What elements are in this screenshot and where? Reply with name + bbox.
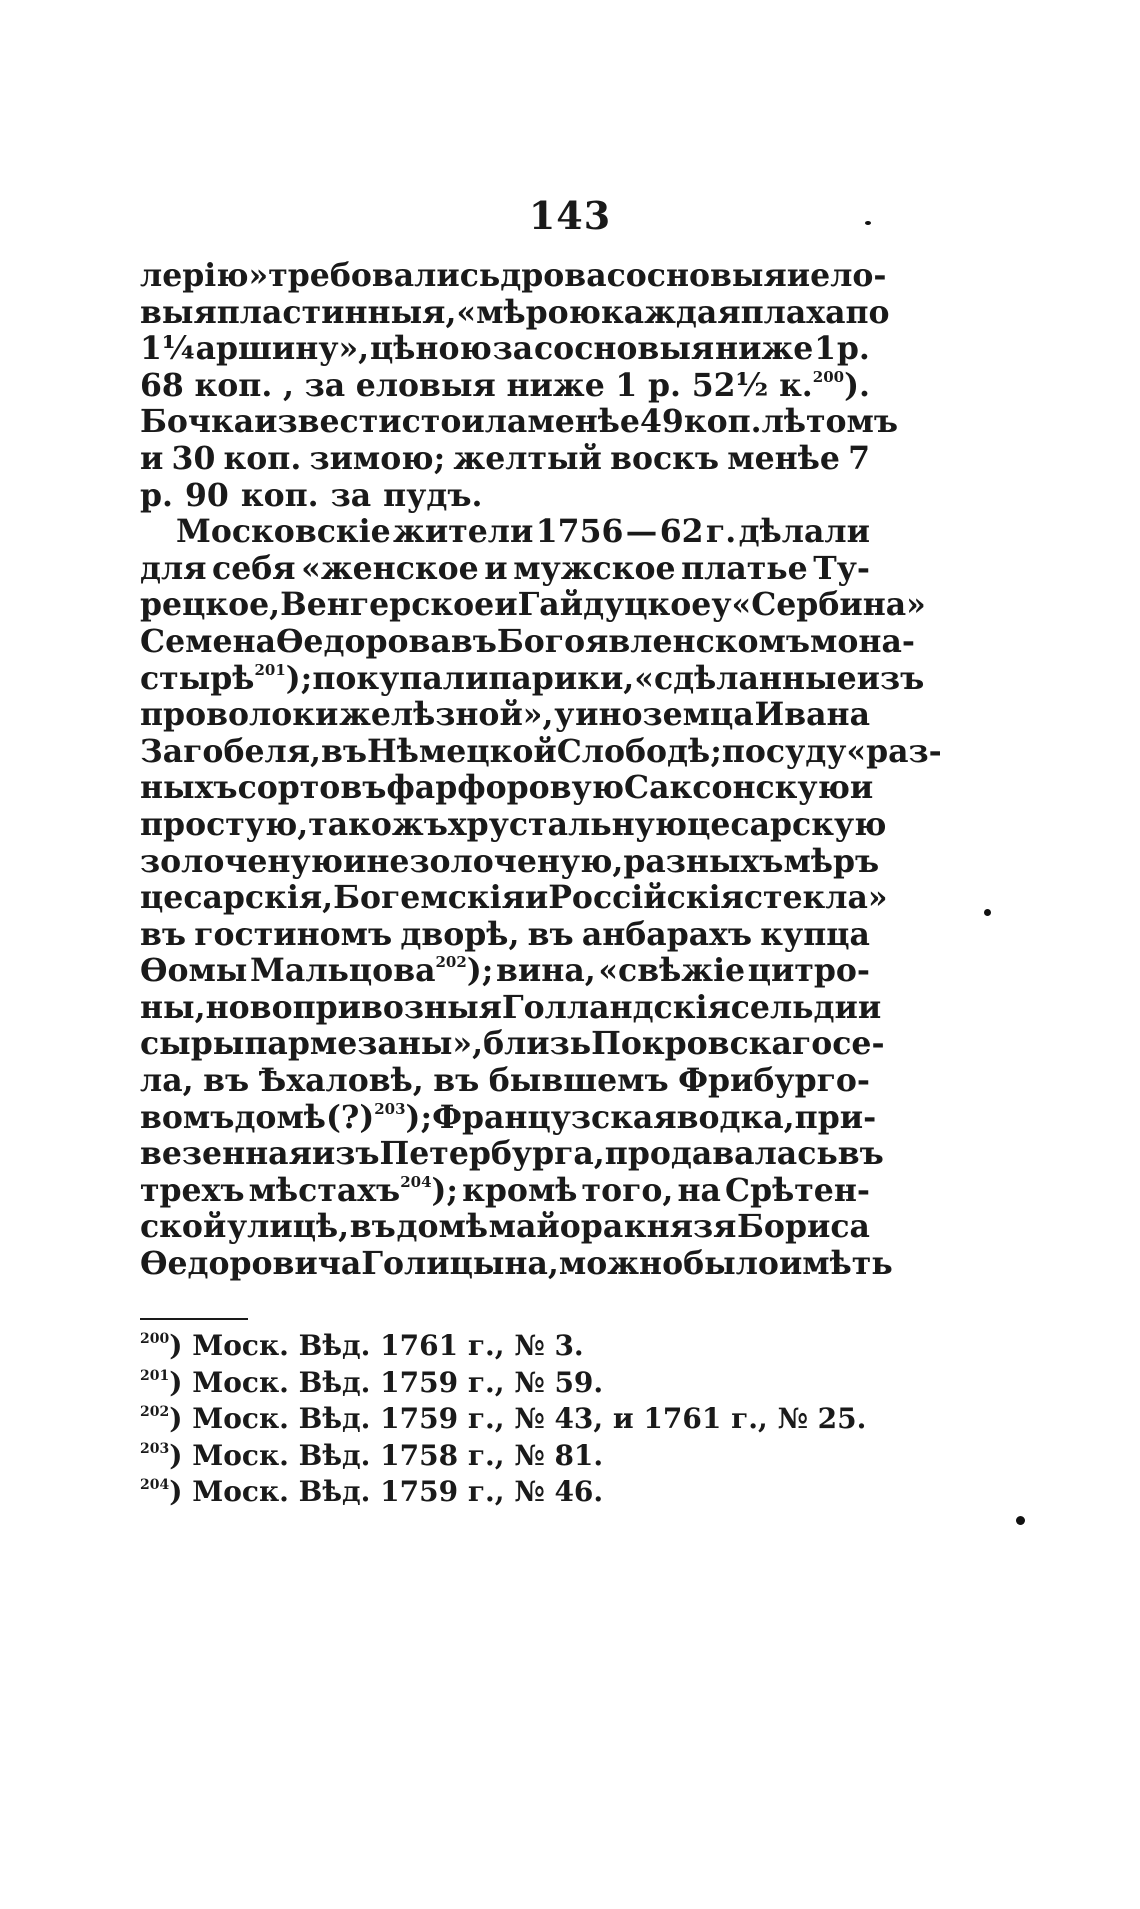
word: 62 <box>659 513 704 551</box>
text-line <box>140 805 887 844</box>
footnote-text: Моск. Вѣд. 1759 г., № 46. <box>192 1475 604 1508</box>
word: Венгерское <box>280 586 495 624</box>
footnote-number: 202 <box>140 1404 170 1420</box>
footnote-paren: ) <box>169 1402 193 1435</box>
word: въ <box>140 915 187 953</box>
word: сосновыя <box>534 330 715 368</box>
word: 52½ <box>691 366 769 404</box>
text-line <box>140 257 887 295</box>
word: стекла» <box>743 879 888 917</box>
word: желтый <box>453 439 602 477</box>
word: домѣ <box>396 1208 488 1246</box>
word: дрова <box>500 257 607 294</box>
word: въ <box>433 1062 480 1100</box>
word: за <box>304 366 346 404</box>
word: Мальцова$^{202}$); <box>250 952 494 990</box>
word: Нѣмецкой <box>367 732 557 770</box>
word: дворѣ, <box>400 915 520 953</box>
word: мѣръ <box>783 842 880 880</box>
word: за <box>492 330 534 368</box>
word: въ <box>450 622 497 660</box>
footnote-ref-close: ); <box>285 659 313 697</box>
word: при- <box>794 1098 877 1136</box>
word: и <box>524 879 549 917</box>
word: Ивана <box>754 696 870 734</box>
word: въ <box>320 732 368 770</box>
word: для <box>140 549 207 587</box>
word: «Сербина» <box>731 586 926 624</box>
word: требовались <box>268 257 501 294</box>
word: мона- <box>810 622 915 660</box>
word: везенная <box>140 1135 312 1173</box>
word: Бочка <box>140 403 255 441</box>
footnote-ref[interactable]: 202 <box>435 953 467 972</box>
word: воскъ <box>610 439 720 477</box>
word: платье <box>681 549 808 587</box>
word: пудъ. <box>383 476 483 514</box>
word: и <box>494 586 518 624</box>
word: въ <box>349 1208 396 1246</box>
word: ниже <box>715 330 814 368</box>
word: Петербурга, <box>379 1135 605 1173</box>
word: — <box>625 513 658 551</box>
word: Богоявленскомъ <box>496 622 811 660</box>
word: стоила <box>401 403 528 441</box>
page-number: 143 <box>528 193 612 238</box>
word: трехъ <box>140 1171 245 1209</box>
word: пармезаны», <box>244 1025 484 1063</box>
word: сосновыя <box>606 257 787 294</box>
word: выя <box>140 293 217 331</box>
footnote-ref-close: ); <box>431 1171 459 1209</box>
text-line <box>140 1025 885 1063</box>
word: 49 <box>639 403 684 441</box>
footnote-ref[interactable]: 204 <box>400 1172 432 1191</box>
text-line <box>140 514 870 551</box>
word: стырѣ$^{201}$); <box>140 659 313 697</box>
text-line <box>140 331 870 368</box>
word: Ѳедоровича <box>140 1245 362 1283</box>
word: «раз- <box>846 732 942 770</box>
footnote-ref[interactable]: 200 <box>812 367 845 386</box>
word: 1756 <box>535 513 624 551</box>
word: Семена <box>140 622 276 660</box>
text-line <box>140 403 899 441</box>
word: к.$^{200}$). <box>779 366 870 404</box>
word: Россійскія <box>548 879 744 917</box>
word: Московскіе <box>176 513 391 551</box>
word: каждая <box>600 293 741 331</box>
footnote-text: Моск. Вѣд. 1761 г., № 3. <box>192 1329 584 1362</box>
text-line <box>140 988 882 1027</box>
word: иноземца <box>575 696 754 734</box>
word: водка, <box>676 1098 795 1136</box>
word: коп. <box>223 439 302 477</box>
word: ниже <box>506 366 605 404</box>
footnote-text: Моск. Вѣд. 1758 г., № 81. <box>192 1438 604 1472</box>
word: и <box>342 842 367 880</box>
word: рецкое, <box>140 586 281 624</box>
word: лѣтомъ <box>761 403 899 441</box>
text-line <box>140 478 870 515</box>
word: того, <box>581 1171 674 1209</box>
word: мужское <box>513 549 676 587</box>
word: «женское <box>301 549 479 587</box>
footnote-ref-close: ); <box>466 952 494 990</box>
word: Срѣтен- <box>725 1171 870 1209</box>
word: менѣе <box>727 439 840 477</box>
word: «мѣрою <box>456 293 601 331</box>
word: Ту- <box>813 549 870 587</box>
scan-speck <box>1016 1516 1025 1525</box>
word: Ѳедорова <box>275 622 451 660</box>
word: сельди <box>730 988 858 1026</box>
word: гостиномъ <box>194 915 393 953</box>
word: князя <box>623 1208 737 1246</box>
word: вомъ <box>140 1098 235 1136</box>
word: имѣть <box>778 1245 893 1283</box>
footnote <box>140 1328 870 1365</box>
word: Ѣхаловѣ, <box>258 1062 424 1100</box>
word: за <box>330 476 372 514</box>
word: простую, <box>140 805 309 843</box>
word: Гайдуцкое <box>517 586 712 624</box>
word: не <box>366 842 410 880</box>
word: и <box>849 769 874 807</box>
word: р. <box>648 366 682 404</box>
text-line <box>140 368 870 405</box>
footnote <box>140 1474 870 1511</box>
text-line <box>140 953 870 990</box>
word: было <box>683 1245 779 1283</box>
word: цесарскія, <box>140 879 334 917</box>
word: «свѣжіе <box>598 952 746 990</box>
footnote-paren: ) <box>169 1365 193 1399</box>
word: Ѳомы <box>140 952 248 990</box>
word: фарфоровую <box>386 769 625 807</box>
footnote-number: 203 <box>140 1440 170 1457</box>
word: продавалась <box>604 1135 838 1173</box>
word: и <box>857 988 882 1026</box>
word: Богемскія <box>333 879 525 917</box>
word: посуду <box>721 732 847 770</box>
footnote-paren: ) <box>169 1329 193 1362</box>
word: хрустальную <box>447 805 688 843</box>
word: Загобеля, <box>140 732 321 770</box>
word: 1 <box>615 366 638 404</box>
text-line <box>140 622 915 661</box>
footnote <box>140 1365 870 1402</box>
word: у <box>554 696 575 734</box>
text-line <box>140 293 890 332</box>
footnote-ref[interactable]: 201 <box>254 660 286 679</box>
word: цитро- <box>747 952 870 990</box>
text-line <box>140 1135 884 1173</box>
word: жители <box>393 513 534 551</box>
word: се- <box>832 1025 885 1063</box>
body-text <box>140 257 942 1283</box>
word: Слободѣ; <box>556 732 722 770</box>
text-line <box>140 441 870 478</box>
word: (?)$^{203}$); <box>325 1098 433 1136</box>
word: ныхъ <box>140 769 238 807</box>
text-line <box>140 879 888 917</box>
word: 7 <box>848 439 870 477</box>
word: улицѣ, <box>226 1208 350 1246</box>
word: мѣстахъ$^{204}$); <box>248 1171 459 1209</box>
text-line <box>140 1063 870 1100</box>
word: Голицына, <box>361 1245 559 1283</box>
word: плаха <box>740 293 846 331</box>
footnote-ref[interactable]: 203 <box>374 1099 406 1118</box>
word: ла, <box>140 1062 194 1100</box>
footnote-ref-close: ); <box>405 1098 433 1136</box>
word: желѣзной», <box>339 696 554 734</box>
word: купца <box>760 915 870 953</box>
word: р. <box>836 330 870 368</box>
footnote-text: Моск. Вѣд. 1759 г., № 59. <box>192 1365 604 1399</box>
word: домѣ <box>234 1098 326 1136</box>
text-line <box>140 659 925 698</box>
footnote-divider <box>140 1318 248 1320</box>
word: 30 <box>171 439 216 477</box>
word: Голландскія <box>501 988 731 1026</box>
scan-speck <box>865 221 871 225</box>
word: ны, <box>140 988 206 1026</box>
text-line <box>140 551 870 588</box>
word: аршину», <box>195 330 370 368</box>
word: пластинныя, <box>216 293 457 331</box>
word: золоченую, <box>409 842 624 880</box>
word: коп. <box>240 476 319 514</box>
footnote-paren: ) <box>169 1475 193 1508</box>
word: еловыя <box>355 366 496 404</box>
word: дѣлали <box>738 513 870 551</box>
footnote-text: Моск. Вѣд. 1759 г., № 43, и 1761 г., № 25. <box>192 1402 867 1435</box>
word: изъ <box>311 1135 380 1173</box>
word: 90 <box>185 476 229 514</box>
word: г. <box>705 513 737 551</box>
word: цѣною <box>370 330 492 368</box>
word: менѣе <box>527 403 640 441</box>
word: на <box>677 1171 721 1209</box>
text-line <box>140 697 870 734</box>
word: сыры <box>140 1025 245 1063</box>
word: проволоки <box>140 696 339 734</box>
text-line <box>140 842 880 881</box>
word: близь <box>483 1025 592 1063</box>
footnote-paren: ) <box>169 1438 193 1472</box>
word: у <box>711 586 732 624</box>
word: анбарахъ <box>581 915 753 953</box>
word: и <box>786 257 811 294</box>
text-line <box>140 1245 893 1283</box>
word: зимою; <box>309 439 446 477</box>
text-line <box>140 586 926 624</box>
footnotes <box>140 1328 870 1511</box>
footnote-number: 201 <box>140 1367 170 1384</box>
word: покупали <box>312 659 489 697</box>
word: Саксонскую <box>624 769 850 807</box>
word: Фрибурго- <box>678 1062 870 1100</box>
word: кромѣ <box>462 1171 578 1209</box>
text-line <box>140 917 870 954</box>
word: золоченую <box>140 842 343 880</box>
word: и <box>484 549 508 587</box>
word: коп. <box>683 403 762 441</box>
footnote-number: 204 <box>140 1477 170 1493</box>
word: Французская <box>432 1098 677 1136</box>
word: и <box>140 439 164 477</box>
word: 68 <box>140 366 184 404</box>
word: 1 <box>814 330 837 368</box>
word: коп. <box>194 366 273 404</box>
word: , <box>282 366 294 404</box>
footnote <box>140 1438 870 1475</box>
word: по <box>845 293 890 331</box>
footnote-ref-close: ). <box>844 366 870 404</box>
text-line <box>140 769 874 807</box>
text-line <box>140 1098 877 1137</box>
word: лерію» <box>140 257 269 294</box>
word: «сдѣланные <box>634 659 857 697</box>
word: такожъ <box>308 805 448 843</box>
word: Бориса <box>737 1208 870 1246</box>
word: въ <box>203 1062 250 1100</box>
word: р. <box>140 476 173 514</box>
word: можно <box>558 1245 684 1283</box>
word: себя <box>212 549 296 587</box>
text-line <box>140 732 942 771</box>
text-line <box>140 1209 870 1246</box>
text-line <box>140 1173 870 1210</box>
word: извести <box>254 403 402 441</box>
word: сортовъ <box>237 769 387 807</box>
word: вина, <box>496 952 596 990</box>
word: ело- <box>810 257 887 294</box>
word: въ <box>527 915 574 953</box>
word: въ <box>837 1135 884 1173</box>
word: майора <box>488 1208 624 1246</box>
word: Покровскаго <box>591 1025 833 1063</box>
word: бывшемъ <box>488 1062 669 1100</box>
scan-speck <box>984 909 991 916</box>
word: новопривозныя <box>205 988 502 1026</box>
footnote-number: 200 <box>140 1331 170 1347</box>
word: изъ <box>856 659 925 697</box>
word: парики, <box>488 659 635 697</box>
word: ской <box>140 1208 227 1246</box>
word: цесарскую <box>687 805 887 843</box>
word: 1¼ <box>140 330 195 368</box>
word: разныхъ <box>623 842 784 880</box>
footnote <box>140 1401 870 1438</box>
